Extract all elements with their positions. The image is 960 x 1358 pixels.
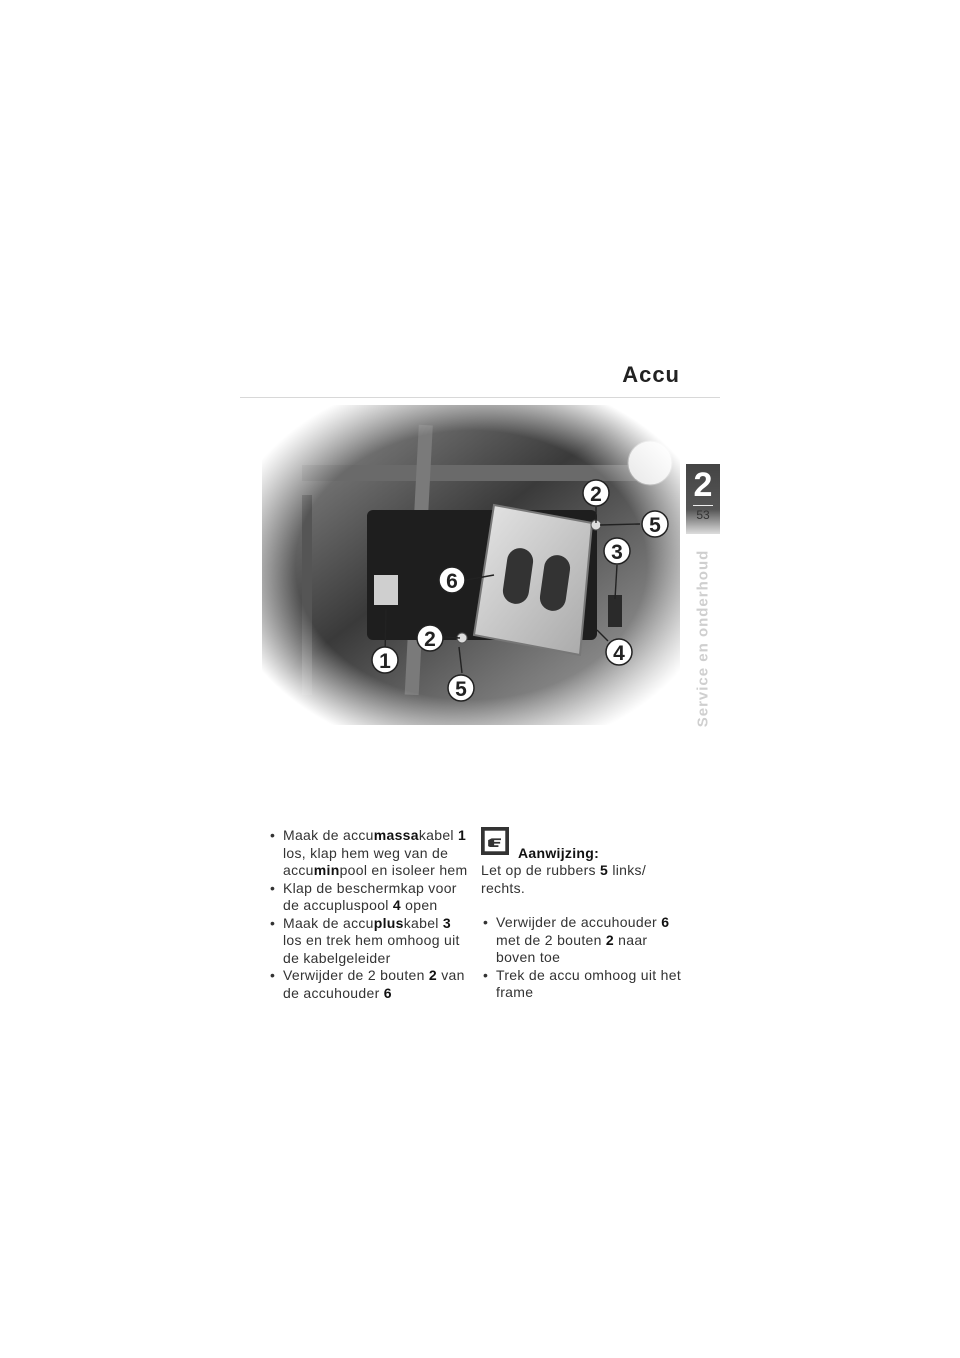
callout-2-lower: [417, 625, 443, 651]
callout-6: [439, 567, 465, 593]
note-text: Let op de rubbers 5 links/ rechts.: [481, 862, 647, 896]
instructions-left: [268, 827, 472, 1002]
step-2: • Klap de beschermkap voor de accupluspool 4 open: [268, 880, 472, 915]
svg-text:6: 6: [446, 570, 458, 593]
page-number: 53: [696, 508, 710, 522]
section-label-text: Service en onderhoud: [694, 549, 712, 727]
chapter-tab: [686, 464, 720, 534]
callout-5-upper: [642, 511, 668, 537]
note-header: [481, 827, 686, 862]
section-label: [686, 548, 720, 728]
tab-divider: [693, 505, 713, 506]
battery-photo: [262, 405, 680, 725]
callout-3: [604, 538, 630, 564]
page-title: Accu: [622, 362, 680, 387]
step-6: • Trek de accu omhoog uit het frame: [481, 967, 686, 1002]
note-title: Aanwijzing:: [518, 845, 600, 861]
svg-text:1: 1: [379, 650, 391, 673]
svg-text:5: 5: [649, 514, 661, 537]
svg-text:5: 5: [455, 678, 467, 701]
step-3: • Maak de accupluskabel 3 los en trek hem omhoog uit de kabelgeleider: [268, 915, 472, 968]
vignette: [262, 405, 680, 725]
pointing-hand-icon: [481, 827, 509, 855]
svg-text:2: 2: [590, 483, 602, 506]
svg-text:2: 2: [424, 628, 436, 651]
callout-5-lower: [448, 675, 474, 701]
instructions-right: [481, 827, 686, 1002]
step-4: • Verwijder de 2 bouten 2 van de accuhouder 6: [268, 967, 472, 1002]
step-1: • Maak de accumassakabel 1 los, klap hem weg van de accuminpool en isoleer hem: [268, 827, 472, 880]
callout-4: [606, 639, 632, 665]
svg-text:4: 4: [613, 642, 625, 665]
callout-2-upper: [583, 480, 609, 506]
header-rule: [240, 397, 720, 398]
chapter-number: 2: [693, 466, 713, 504]
callout-1: [372, 647, 398, 673]
step-5: • Verwijder de accuhouder 6 met de 2 bouten 2 naar boven toe: [481, 914, 686, 967]
svg-text:3: 3: [611, 541, 623, 564]
